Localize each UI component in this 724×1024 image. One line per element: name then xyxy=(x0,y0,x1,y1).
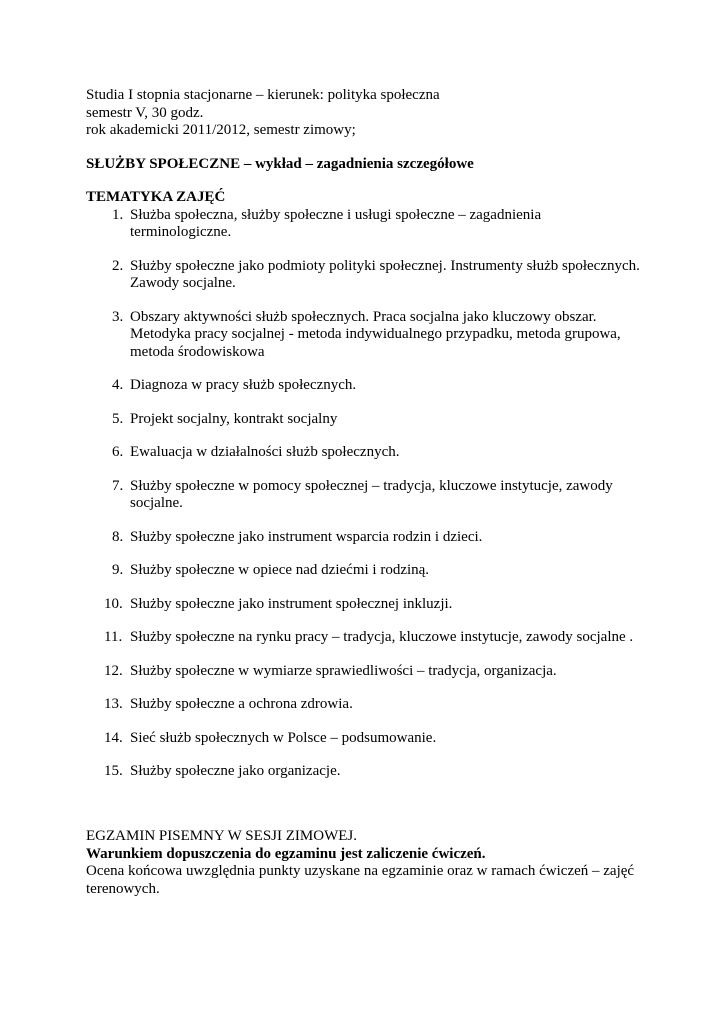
list-item-number: 14. xyxy=(104,729,123,746)
list-item-text: Ewaluacja w działalności służb społecznych. xyxy=(130,444,400,460)
list-item xyxy=(86,696,646,714)
list-item-number: 10. xyxy=(104,595,123,612)
grading-line-1: Ocena końcowa uwzględnia punkty uzyskane na egzaminie oraz w ramach ćwiczeń – zajęć xyxy=(86,863,635,879)
header-line-academic-year: rok akademicki 2011/2012, semestr zimowy; xyxy=(86,122,356,138)
list-item-text: Służby społeczne w opiece nad dziećmi i rodziną. xyxy=(130,562,430,578)
list-item-text: Służby społeczne a ochrona zdrowia. xyxy=(130,696,353,712)
list-item-text: Służby społeczne w pomocy społecznej – tradycja, kluczowe instytucje, zawody xyxy=(130,477,613,494)
exam-notice: EGZAMIN PISEMNY W SESJI ZIMOWEJ. xyxy=(86,828,357,844)
list-item-text: socjalne. xyxy=(130,495,183,511)
list-item-number: 9. xyxy=(112,562,124,578)
spacer xyxy=(86,140,646,156)
list-item-text: Służba społeczna, służby społeczne i usługi społeczne – zagadnienia terminologiczne. xyxy=(130,206,542,240)
exam-condition: Warunkiem dopuszczenia do egzaminu jest zaliczenie ćwiczeń. xyxy=(86,845,486,862)
document-page xyxy=(86,87,646,797)
list-item xyxy=(86,207,646,242)
list-item-number: 15. xyxy=(104,763,123,779)
list-item-number: 12. xyxy=(104,662,123,679)
list-item-number: 4. xyxy=(112,377,124,393)
topics-heading: TEMATYKA ZAJĘĆ xyxy=(86,189,226,205)
list-item xyxy=(86,562,646,580)
list-item xyxy=(86,478,646,513)
list-item-number: 6. xyxy=(112,444,124,460)
list-item-number: 13. xyxy=(104,696,123,712)
list-item-text: Służby społeczne jako organizacje. xyxy=(130,763,341,779)
list-item-number: 3. xyxy=(112,308,124,325)
list-item-text: Metodyka pracy socjalnej - metoda indywidualnego przypadku, metoda grupowa, xyxy=(130,326,621,342)
list-item xyxy=(86,663,646,681)
list-item-number: 1. xyxy=(112,206,124,223)
list-item-number: 11. xyxy=(104,629,123,645)
list-item xyxy=(86,377,646,395)
list-item-number: 7. xyxy=(112,477,124,494)
list-item xyxy=(86,258,646,293)
list-item-text: Służby społeczne na rynku pracy – tradycja, kluczowe instytucje, zawody socjalne . xyxy=(130,629,634,645)
list-item-text: Projekt socjalny, kontrakt socjalny xyxy=(130,410,338,427)
list-item-text: Służby społeczne jako instrument społecznej inkluzji. xyxy=(130,595,453,612)
list-item-text: Służby społeczne jako instrument wsparcia rodzin i dzieci. xyxy=(130,528,483,545)
header-line-program: Studia I stopnia stacjonarne – kierunek: polityka społeczna xyxy=(86,87,440,103)
list-item-number: 2. xyxy=(112,257,124,274)
list-item xyxy=(86,763,646,781)
list-item xyxy=(86,596,646,614)
list-item xyxy=(86,444,646,462)
list-item-text: Sieć służb społecznych w Polsce – podsumowanie. xyxy=(130,729,437,746)
spacer xyxy=(86,173,646,189)
list-item-text: Służby społeczne jako podmioty polityki społecznej. Instrumenty służb społecznych. xyxy=(130,257,640,274)
list-item xyxy=(86,629,646,647)
list-item xyxy=(86,529,646,547)
document-title: SŁUŻBY SPOŁECZNE – wykład – zagadnienia szczegółowe xyxy=(86,155,474,172)
list-item xyxy=(86,309,646,362)
list-item-text: metoda środowiskowa xyxy=(130,343,265,360)
grading-line-2: terenowych. xyxy=(86,880,160,897)
exam-info xyxy=(86,828,646,898)
list-item-text: Diagnoza w pracy służb społecznych. xyxy=(130,377,357,393)
list-item-text: Obszary aktywności służb społecznych. Praca socjalna jako kluczowy obszar. xyxy=(130,308,597,325)
list-item xyxy=(86,411,646,429)
header-line-semester: semestr V, 30 godz. xyxy=(86,104,204,121)
topics-list xyxy=(86,207,646,781)
list-item-text: Służby społeczne w wymiarze sprawiedliwości – tradycja, organizacja. xyxy=(130,662,557,679)
list-item-number: 8. xyxy=(112,528,124,545)
list-item-text: Zawody socjalne. xyxy=(130,275,236,291)
list-item-number: 5. xyxy=(112,410,124,427)
list-item xyxy=(86,730,646,748)
